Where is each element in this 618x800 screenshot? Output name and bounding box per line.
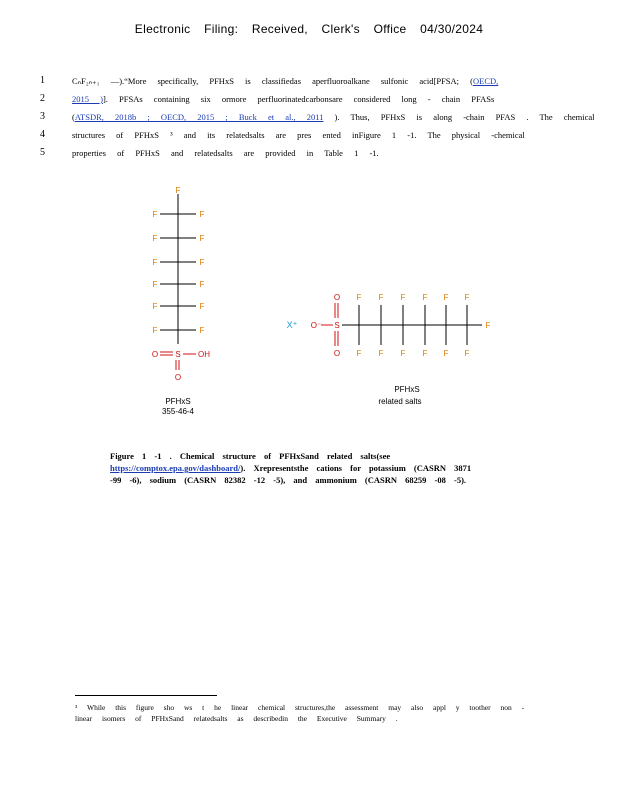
- f-atom: F: [199, 234, 205, 243]
- line-text-post: ). Thus, PFHxS is along -chain PFAS . The chemical: [323, 112, 595, 122]
- f-atom: F: [199, 302, 205, 311]
- f-atom: F: [400, 293, 406, 302]
- s-atom: S: [175, 350, 181, 359]
- f-atom: F: [152, 302, 158, 311]
- f-atom: F: [378, 349, 384, 358]
- o-atom-left: O: [151, 350, 159, 359]
- s-atom-right: S: [334, 321, 340, 330]
- f-atom: F: [464, 349, 470, 358]
- f-atom: F: [356, 293, 362, 302]
- cation-x: X⁺: [286, 320, 298, 330]
- pfhxs-casrn: 355-46-4: [161, 407, 195, 416]
- pfhxs-salts-structure: [287, 293, 491, 406]
- o-anion: O⁻: [310, 321, 322, 330]
- f-atom: F: [199, 280, 205, 289]
- f-atom: F: [378, 293, 384, 302]
- footnote: ³ While this figure sho ws t he linear chemical structures,the assessment may also appl y toother non -linear isomers of PFHxSand relatedsalts as describedin the Executive Summary .: [75, 703, 525, 723]
- f-atom: F: [356, 349, 362, 358]
- f-atom: F: [152, 210, 158, 219]
- line-number: 4: [40, 129, 45, 140]
- o-atom-top-right: O: [333, 293, 341, 302]
- pfhxs-label: PFHxS: [165, 397, 191, 406]
- oh-group: OH: [198, 350, 210, 359]
- figure-caption: [110, 450, 490, 486]
- f-atom: F: [199, 258, 205, 267]
- f-atom: F: [443, 349, 449, 358]
- line-number: 2: [40, 93, 45, 104]
- salts-label-1: PFHxS: [394, 385, 420, 394]
- pfhxs-structure: [152, 186, 210, 416]
- f-atom: F: [464, 293, 470, 302]
- f-atom-end: F: [485, 321, 491, 330]
- f-atom: F: [152, 234, 158, 243]
- salts-label-2: related salts: [378, 397, 422, 406]
- f-atom: F: [422, 293, 428, 302]
- page-header: Electronic Filing: Received, Clerk's Office 04/30/2024: [134, 22, 484, 36]
- o-atom-bottom: O: [174, 373, 182, 382]
- comptox-link[interactable]: https://comptox.epa.gov/dashboard/: [110, 463, 241, 473]
- f-atom: F: [152, 326, 158, 335]
- line-text-pre: (: [72, 112, 75, 122]
- line-text-post: ]. PFSAs containing six ormore perfluorinatedcarbonsare considered long - chain PFASs: [102, 94, 495, 104]
- f-atom: F: [422, 349, 428, 358]
- line-text-pre: CₙF₂ₙ₊₁ —).“More specifically, PFHxS is classifiedas aperfluoroalkane sulfonic acid[PFSA; (: [72, 76, 473, 86]
- citation-link[interactable]: OECD,: [472, 76, 499, 86]
- f-atom: F: [152, 258, 158, 267]
- caption-suffix: ). Xrepresentsthe cations for potassium (CASRN 3871 -99 -6), sodium (CASRN 82382 -12 -5), and ammonium (CASRN 68259 -08 -5).: [110, 463, 472, 485]
- f-atom: F: [199, 326, 205, 335]
- line-text: structures of PFHxS ³ and its relatedsalts are pres ented inFigure 1 -1. The physical -chemical: [72, 130, 525, 140]
- o-atom-bottom-right: O: [333, 349, 341, 358]
- f-atom: F: [199, 210, 205, 219]
- f-atom: F: [152, 280, 158, 289]
- citation-link[interactable]: ATSDR, 2018b ; OECD, 2015 ; Buck et al., 2011: [74, 112, 324, 122]
- footnote-rule: [75, 695, 217, 696]
- line-number: 1: [40, 75, 45, 86]
- line-text: properties of PFHxS and relatedsalts are provided in Table 1 -1.: [72, 148, 379, 158]
- f-atom: F: [400, 349, 406, 358]
- citation-link[interactable]: 2015 ): [72, 94, 103, 104]
- line-number: 3: [40, 111, 45, 122]
- f-atom: F: [443, 293, 449, 302]
- f-atom-top: F: [175, 186, 181, 195]
- line-number: 5: [40, 147, 45, 158]
- caption-prefix: Figure 1 -1 . Chemical structure of PFHxSand related salts(see: [110, 451, 391, 461]
